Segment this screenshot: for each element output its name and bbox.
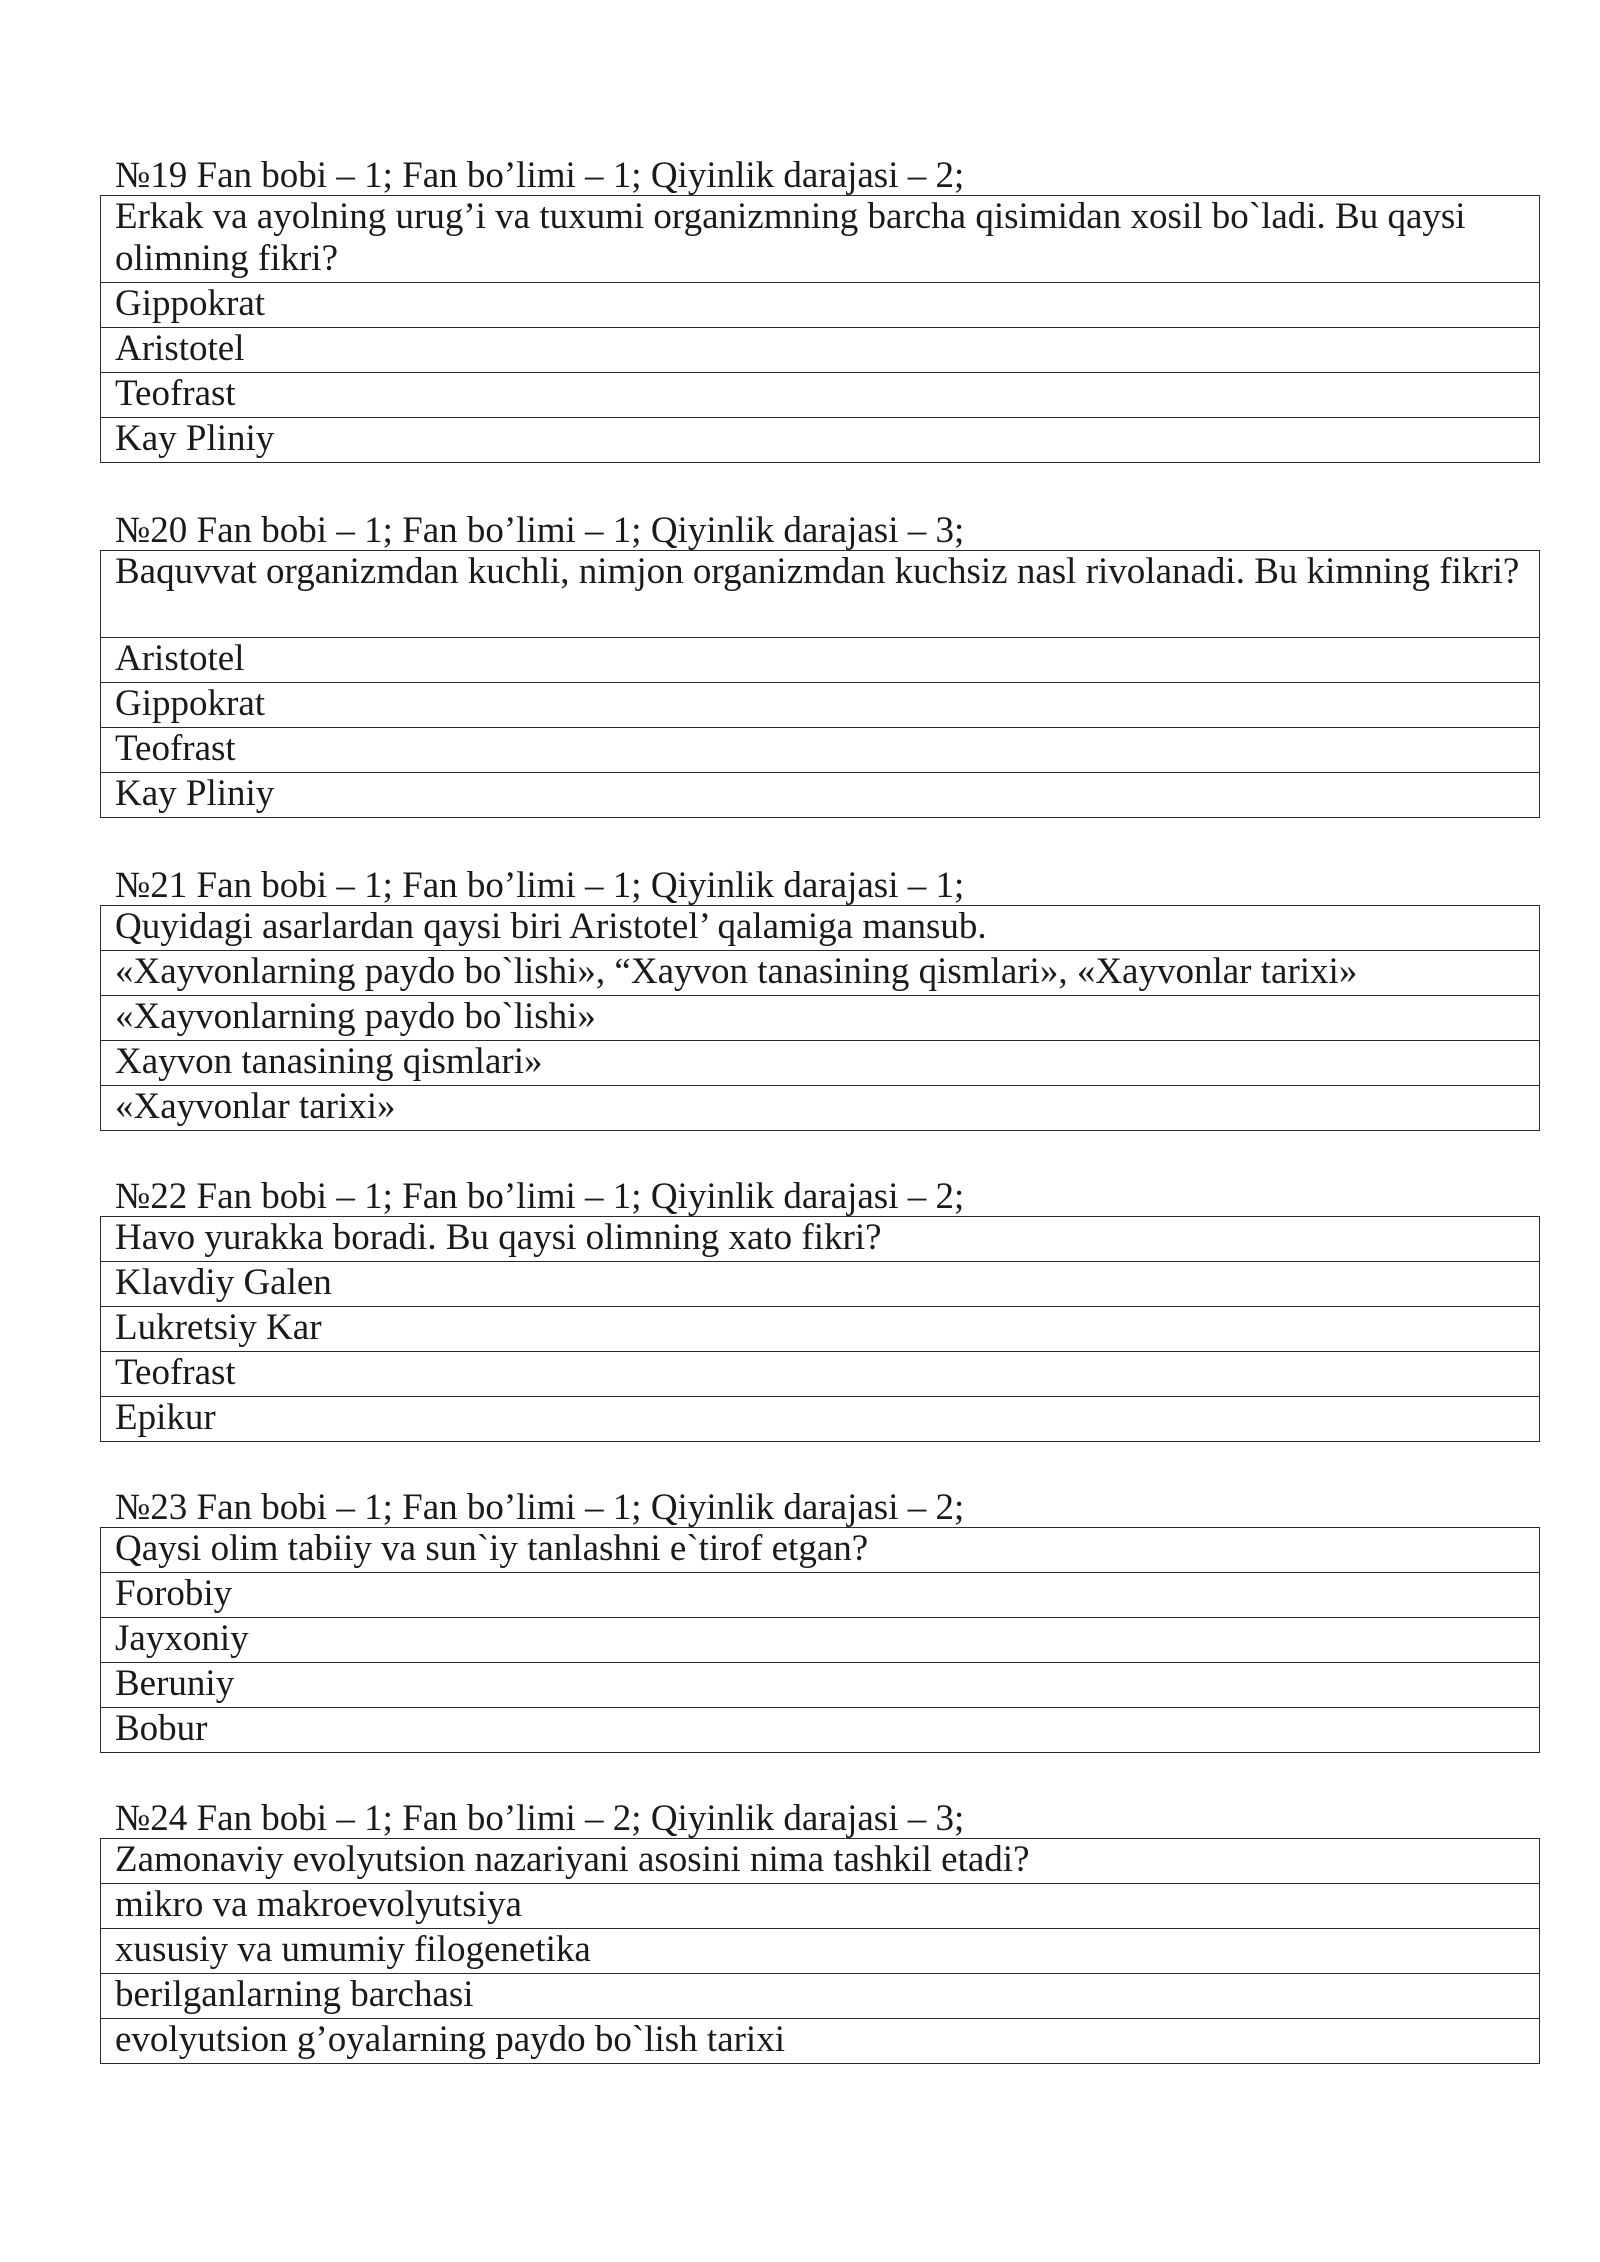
question-table [100,195,1540,463]
question-table [100,905,1540,1131]
question-prompt: Quyidagi asarlardan qaysi biri Aristotel’ qalamiga mansub. [101,906,1540,951]
question-table [100,1216,1540,1442]
answer-option: Jayxoniy [101,1618,1540,1663]
answer-option: Gippokrat [101,683,1540,728]
answer-option: Bobur [101,1708,1540,1753]
answer-option: Epikur [101,1397,1540,1442]
answer-option: Aristotel [101,638,1540,683]
question-table [100,1527,1540,1753]
question-prompt: Erkak va ayolning urug’i va tuxumi organizmning barcha qisimidan xosil bo`ladi. Bu qaysi olimning fikri? [101,196,1540,283]
answer-option: Teofrast [101,728,1540,773]
answer-option: Klavdiy Galen [101,1262,1540,1307]
answer-option: Teofrast [101,1352,1540,1397]
answer-option: «Xayvonlarning paydo bo`lishi» [101,996,1540,1041]
answer-option: Beruniy [101,1663,1540,1708]
answer-option: Aristotel [101,328,1540,373]
answer-option: berilganlarning barchasi [101,1974,1540,2019]
question-table [100,1838,1540,2064]
answer-option: Forobiy [101,1573,1540,1618]
answer-option: Xayvon tanasining qismlari» [101,1041,1540,1086]
question-header: №22 Fan bobi – 1; Fan bo’limi – 1; Qiyinlik darajasi – 2; [115,1176,965,1217]
answer-option: Kay Pliniy [101,773,1540,818]
answer-option: «Xayvonlarning paydo bo`lishi», “Xayvon tanasining qismlari», «Xayvonlar tarixi» [101,951,1540,996]
question-prompt: Havo yurakka boradi. Bu qaysi olimning xato fikri? [101,1217,1540,1262]
answer-option: Gippokrat [101,283,1540,328]
question-header: №20 Fan bobi – 1; Fan bo’limi – 1; Qiyinlik darajasi – 3; [115,510,965,551]
answer-option: «Xayvonlar tarixi» [101,1086,1540,1131]
question-header: №19 Fan bobi – 1; Fan bo’limi – 1; Qiyinlik darajasi – 2; [115,155,965,196]
question-header: №21 Fan bobi – 1; Fan bo’limi – 1; Qiyinlik darajasi – 1; [115,865,965,906]
answer-option: xususiy va umumiy filogenetika [101,1929,1540,1974]
question-header: №24 Fan bobi – 1; Fan bo’limi – 2; Qiyinlik darajasi – 3; [115,1798,965,1839]
answer-option: Kay Pliniy [101,418,1540,463]
question-prompt: Zamonaviy evolyutsion nazariyani asosini nima tashkil etadi? [101,1839,1540,1884]
answer-option: Lukretsiy Kar [101,1307,1540,1352]
question-table [100,550,1540,818]
question-prompt: Baquvvat organizmdan kuchli, nimjon organizmdan kuchsiz nasl rivolanadi. Bu kimning fikri? [101,551,1540,638]
answer-option: Teofrast [101,373,1540,418]
question-header: №23 Fan bobi – 1; Fan bo’limi – 1; Qiyinlik darajasi – 2; [115,1487,965,1528]
question-prompt: Qaysi olim tabiiy va sun`iy tanlashni e`tirof etgan? [101,1528,1540,1573]
answer-option: evolyutsion g’oyalarning paydo bo`lish tarixi [101,2019,1540,2064]
answer-option: mikro va makroevolyutsiya [101,1884,1540,1929]
